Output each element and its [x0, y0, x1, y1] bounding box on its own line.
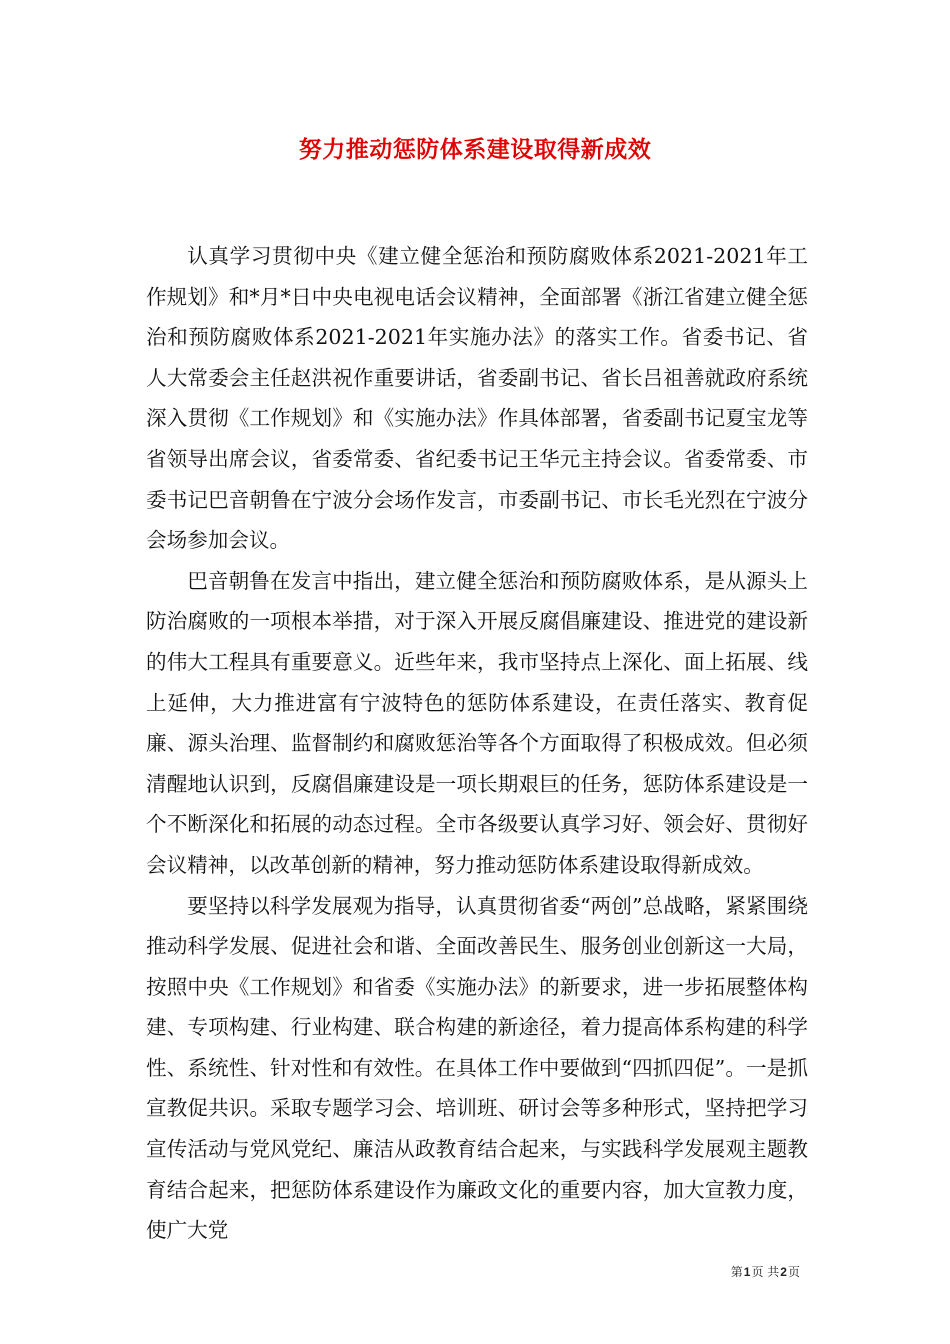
page-footer [731, 1263, 800, 1280]
document-body [146, 236, 808, 1251]
footer-total-pages: 2 [780, 1265, 787, 1279]
paragraph-1: 认真学习贯彻中央《建立健全惩治和预防腐败体系2021-2021年工作规划》和*月*日中央电视电话会议精神，全面部署《浙江省建立健全惩治和预防腐败体系2021-2021年实施办法》的落实工作。省委书记、省人大常委会主任赵洪祝作重要讲话，省委副书记、省长吕祖善就政府系统深入贯彻《工作规划》和《实施办法》作具体部署，省委副书记夏宝龙等省领导出席会议，省委常委、省纪委书记王华元主持会议。省委常委、市委书记巴音朝鲁在宁波分会场作发言，市委副书记、市长毛光烈在宁波分会场参加会议。 [146, 244, 808, 553]
paragraph-2: 巴音朝鲁在发言中指出，建立健全惩治和预防腐败体系，是从源头上防治腐败的一项根本举措，对于深入开展反腐倡廉建设、推进党的建设新的伟大工程具有重要意义。近些年来，我市坚持点上深化、面上拓展、线上延伸，大力推进富有宁波特色的惩防体系建设，在责任落实、教育促廉、源头治理、监督制约和腐败惩治等各个方面取得了积极成效。但必须清醒地认识到，反腐倡廉建设是一项长期艰巨的任务，惩防体系建设是一个不断深化和拓展的动态过程。全市各级要认真学习好、领会好、贯彻好会议精神，以改革创新的精神，努力推动惩防体系建设取得新成效。 [146, 568, 808, 877]
footer-page-number: 1 [743, 1265, 751, 1279]
document-title: 努力推动惩防体系建设取得新成效 [298, 136, 652, 163]
footer-middle: 页 共 [751, 1265, 780, 1279]
footer-prefix: 第 [730, 1265, 743, 1279]
footer-suffix: 页 [787, 1265, 800, 1279]
paragraph-3: 要坚持以科学发展观为指导，认真贯彻省委“两创”总战略，紧紧围绕推动科学发展、促进社会和谐、全面改善民生、服务创业创新这一大局，按照中央《工作规划》和省委《实施办法》的新要求，进一步拓展整体构建、专项构建、行业构建、联合构建的新途径，着力提高体系构建的科学性、系统性、针对性和有效性。在具体工作中要做到“四抓四促”。一是抓宣教促共识。采取专题学习会、培训班、研讨会等多种形式，坚持把学习宣传活动与党风党纪、廉洁从政教育结合起来，与实践科学发展观主题教育结合起来，把惩防体系建设作为廉政文化的重要内容，加大宣教力度，使广大党 [146, 893, 808, 1243]
